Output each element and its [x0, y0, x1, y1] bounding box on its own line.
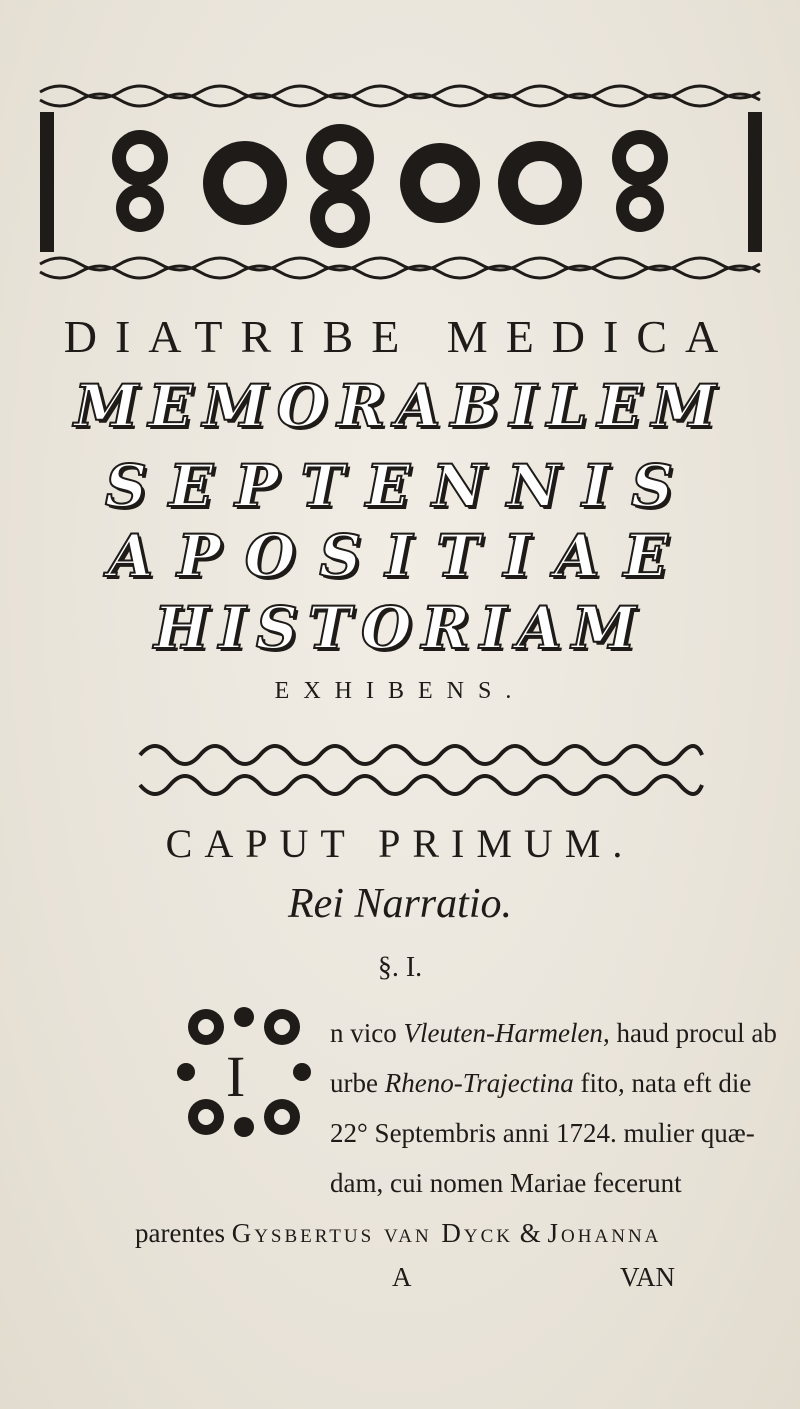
catchword: VAN [620, 1262, 676, 1292]
chapter-subtitle: Rei Narratio. [287, 881, 512, 927]
paragraph-line-5: parentes Gysbertus van Dyck & Johanna [135, 1218, 662, 1248]
signature-mark: A [392, 1262, 412, 1292]
paragraph-line-3: 22° Septembris anni 1724. mulier quæ- [330, 1118, 755, 1148]
title-line-1: MEMORABILEM [74, 372, 726, 440]
work-title: DIATRIBE MEDICA [63, 311, 737, 362]
exhibens-label: EXHIBENS. [274, 678, 526, 704]
paragraph-line-4: dam, cui nomen Mariae fecerunt [330, 1168, 682, 1198]
decorated-initial [172, 1005, 316, 1139]
ornamental-divider [135, 735, 707, 805]
paragraph-line-2: urbe Rheno-Trajectina fito, nata eft die [330, 1068, 752, 1098]
title-line-3: APOSITIAE [108, 522, 692, 590]
section-number: §. I. [377, 952, 423, 983]
initial-letter: I [226, 1044, 246, 1109]
title-line-2: SEPTENNIS [104, 452, 696, 520]
paragraph-line-1: n vico Vleuten-Harmelen, haud procul ab [330, 1018, 777, 1048]
title-line-4: HISTORIAM [153, 594, 647, 662]
ornamental-headpiece [0, 78, 800, 290]
chapter-heading: CAPUT PRIMUM. [165, 821, 635, 866]
